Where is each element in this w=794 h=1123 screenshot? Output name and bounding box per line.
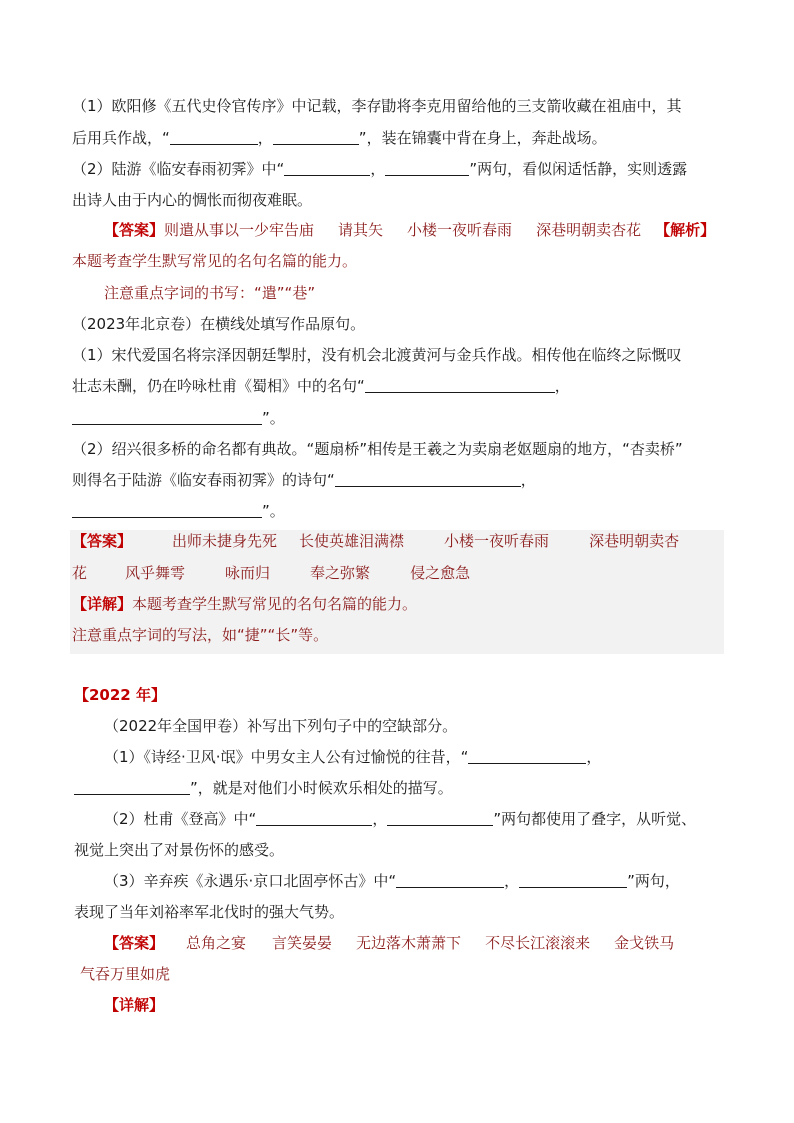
answer-line (104, 219, 715, 241)
answer-line (72, 530, 679, 552)
answer-item: 言笑晏晏 (272, 934, 333, 952)
year-heading: 【2022 年】 (74, 686, 166, 704)
question-line: （1）《诗经·卫风·氓》中男女主人公有过愉悦的往昔，“ ， (104, 748, 602, 766)
question-line: （1）欧阳修《五代史伶官传序》中记载，李存勖将李克用留给他的三支箭收藏在祖庙中，其 (72, 97, 682, 115)
answer-item: 无边落木萧萧下 (356, 934, 462, 952)
answer-item: 小楼一夜听春雨 (444, 532, 550, 550)
question-line: 表现了当年刘裕率军北伐时的强大气势。 (74, 903, 345, 921)
question-line: ”，就是对他们小时候欢乐相处的描写。 (74, 777, 453, 799)
question-line: （3）辛弃疾《永遇乐·京口北固亭怀古》中“ ， ”两句， (104, 872, 680, 890)
fill-blank (387, 810, 493, 826)
fill-blank (468, 748, 586, 764)
question-line: 后用兵作战，“ ， ”，装在锦囊中背在身上，奔赴战场。 (72, 129, 607, 147)
answer-item: 小楼一夜听春雨 (407, 221, 513, 239)
fill-blank (273, 129, 359, 145)
analysis-text: 本题考查学生默写常见的名句名篇的能力。 (72, 252, 358, 270)
question-line: 出诗人由于内心的惆怅而彻夜难眠。 (72, 191, 313, 209)
question-line: 则得名于陆游《临安春雨初霁》的诗句“ ， (72, 471, 536, 489)
note-line: 注意重点字词的写法，如“捷”“长”等。 (72, 626, 329, 644)
detail-line (104, 994, 164, 1016)
question-line: ”。 (72, 500, 285, 522)
answer-item: 奉之弥繁 (310, 564, 371, 582)
fill-blank (396, 872, 504, 888)
note-line: 注意重点字词的书写：“遣”“巷” (104, 284, 316, 302)
fill-blank (256, 810, 372, 826)
fill-blank (284, 160, 370, 176)
fill-blank (74, 779, 190, 795)
fill-blank (365, 377, 555, 393)
answer-item: 气吞万里如虎 (80, 965, 171, 983)
question-line: （2）陆游《临安春雨初霁》中“ ， ”两句，看似闲适恬静，实则透露 (72, 160, 688, 178)
answer-item: 侵之愈急 (410, 564, 471, 582)
analysis-tag: 【解析】 (655, 221, 716, 239)
section-heading: （2023年北京卷）在横线处填写作品原句。 (72, 315, 366, 333)
answer-item: 不尽长江滚滚来 (485, 934, 591, 952)
question-line: 壮志未酬，仍在吟咏杜甫《蜀相》中的名句“ ， (72, 377, 570, 395)
answer-item: 金戈铁马 (614, 934, 675, 952)
question-line: 视觉上突出了对景伤怀的感受。 (74, 841, 285, 859)
answer-item: 深巷明朝卖杏 (589, 532, 680, 550)
answer-tag: 【答案】 (104, 934, 165, 952)
answer-item: 咏而归 (225, 564, 271, 582)
section-heading: （2022年全国甲卷）补写出下列句子中的空缺部分。 (104, 717, 458, 735)
answer-line (104, 932, 674, 954)
answer-tag: 【答案】 (72, 532, 133, 550)
answer-item: 风乎舞雩 (125, 564, 186, 582)
answer-item: 请其矢 (338, 221, 384, 239)
fill-blank (519, 872, 627, 888)
fill-blank (72, 409, 262, 425)
question-line: ”。 (72, 407, 285, 429)
answer-line (80, 963, 170, 985)
answer-line (72, 562, 470, 584)
answer-item: 则遣从事以一少牢告庙 (164, 221, 315, 239)
detail-tag: 【详解】 (72, 595, 133, 613)
fill-blank (335, 471, 521, 487)
answer-item: 花 (72, 564, 88, 582)
question-line: （2）绍兴很多桥的命名都有典故。“题扇桥”相传是王羲之为卖扇老妪题扇的地方，“杏卖桥” (72, 440, 683, 458)
detail-tag: 【详解】 (104, 996, 165, 1014)
fill-blank (72, 502, 262, 518)
question-line: （1）宋代爱国名将宗泽因朝廷掣肘，没有机会北渡黄河与金兵作战。相传他在临终之际慨叹 (72, 346, 682, 364)
fill-blank (385, 160, 469, 176)
answer-item: 出师未捷身先死 (172, 532, 278, 550)
detail-line: 【详解】本题考查学生默写常见的名句名篇的能力。 (72, 595, 418, 613)
answer-item: 总角之宴 (186, 934, 247, 952)
answer-tag: 【答案】 (104, 221, 165, 239)
answer-item: 长使英雄泪满襟 (299, 532, 405, 550)
fill-blank (170, 129, 258, 145)
answer-item: 深巷明朝卖杏花 (536, 221, 642, 239)
question-line: （2）杜甫《登高》中“ ， ”两句都使用了叠字，从听觉、 (104, 810, 697, 828)
